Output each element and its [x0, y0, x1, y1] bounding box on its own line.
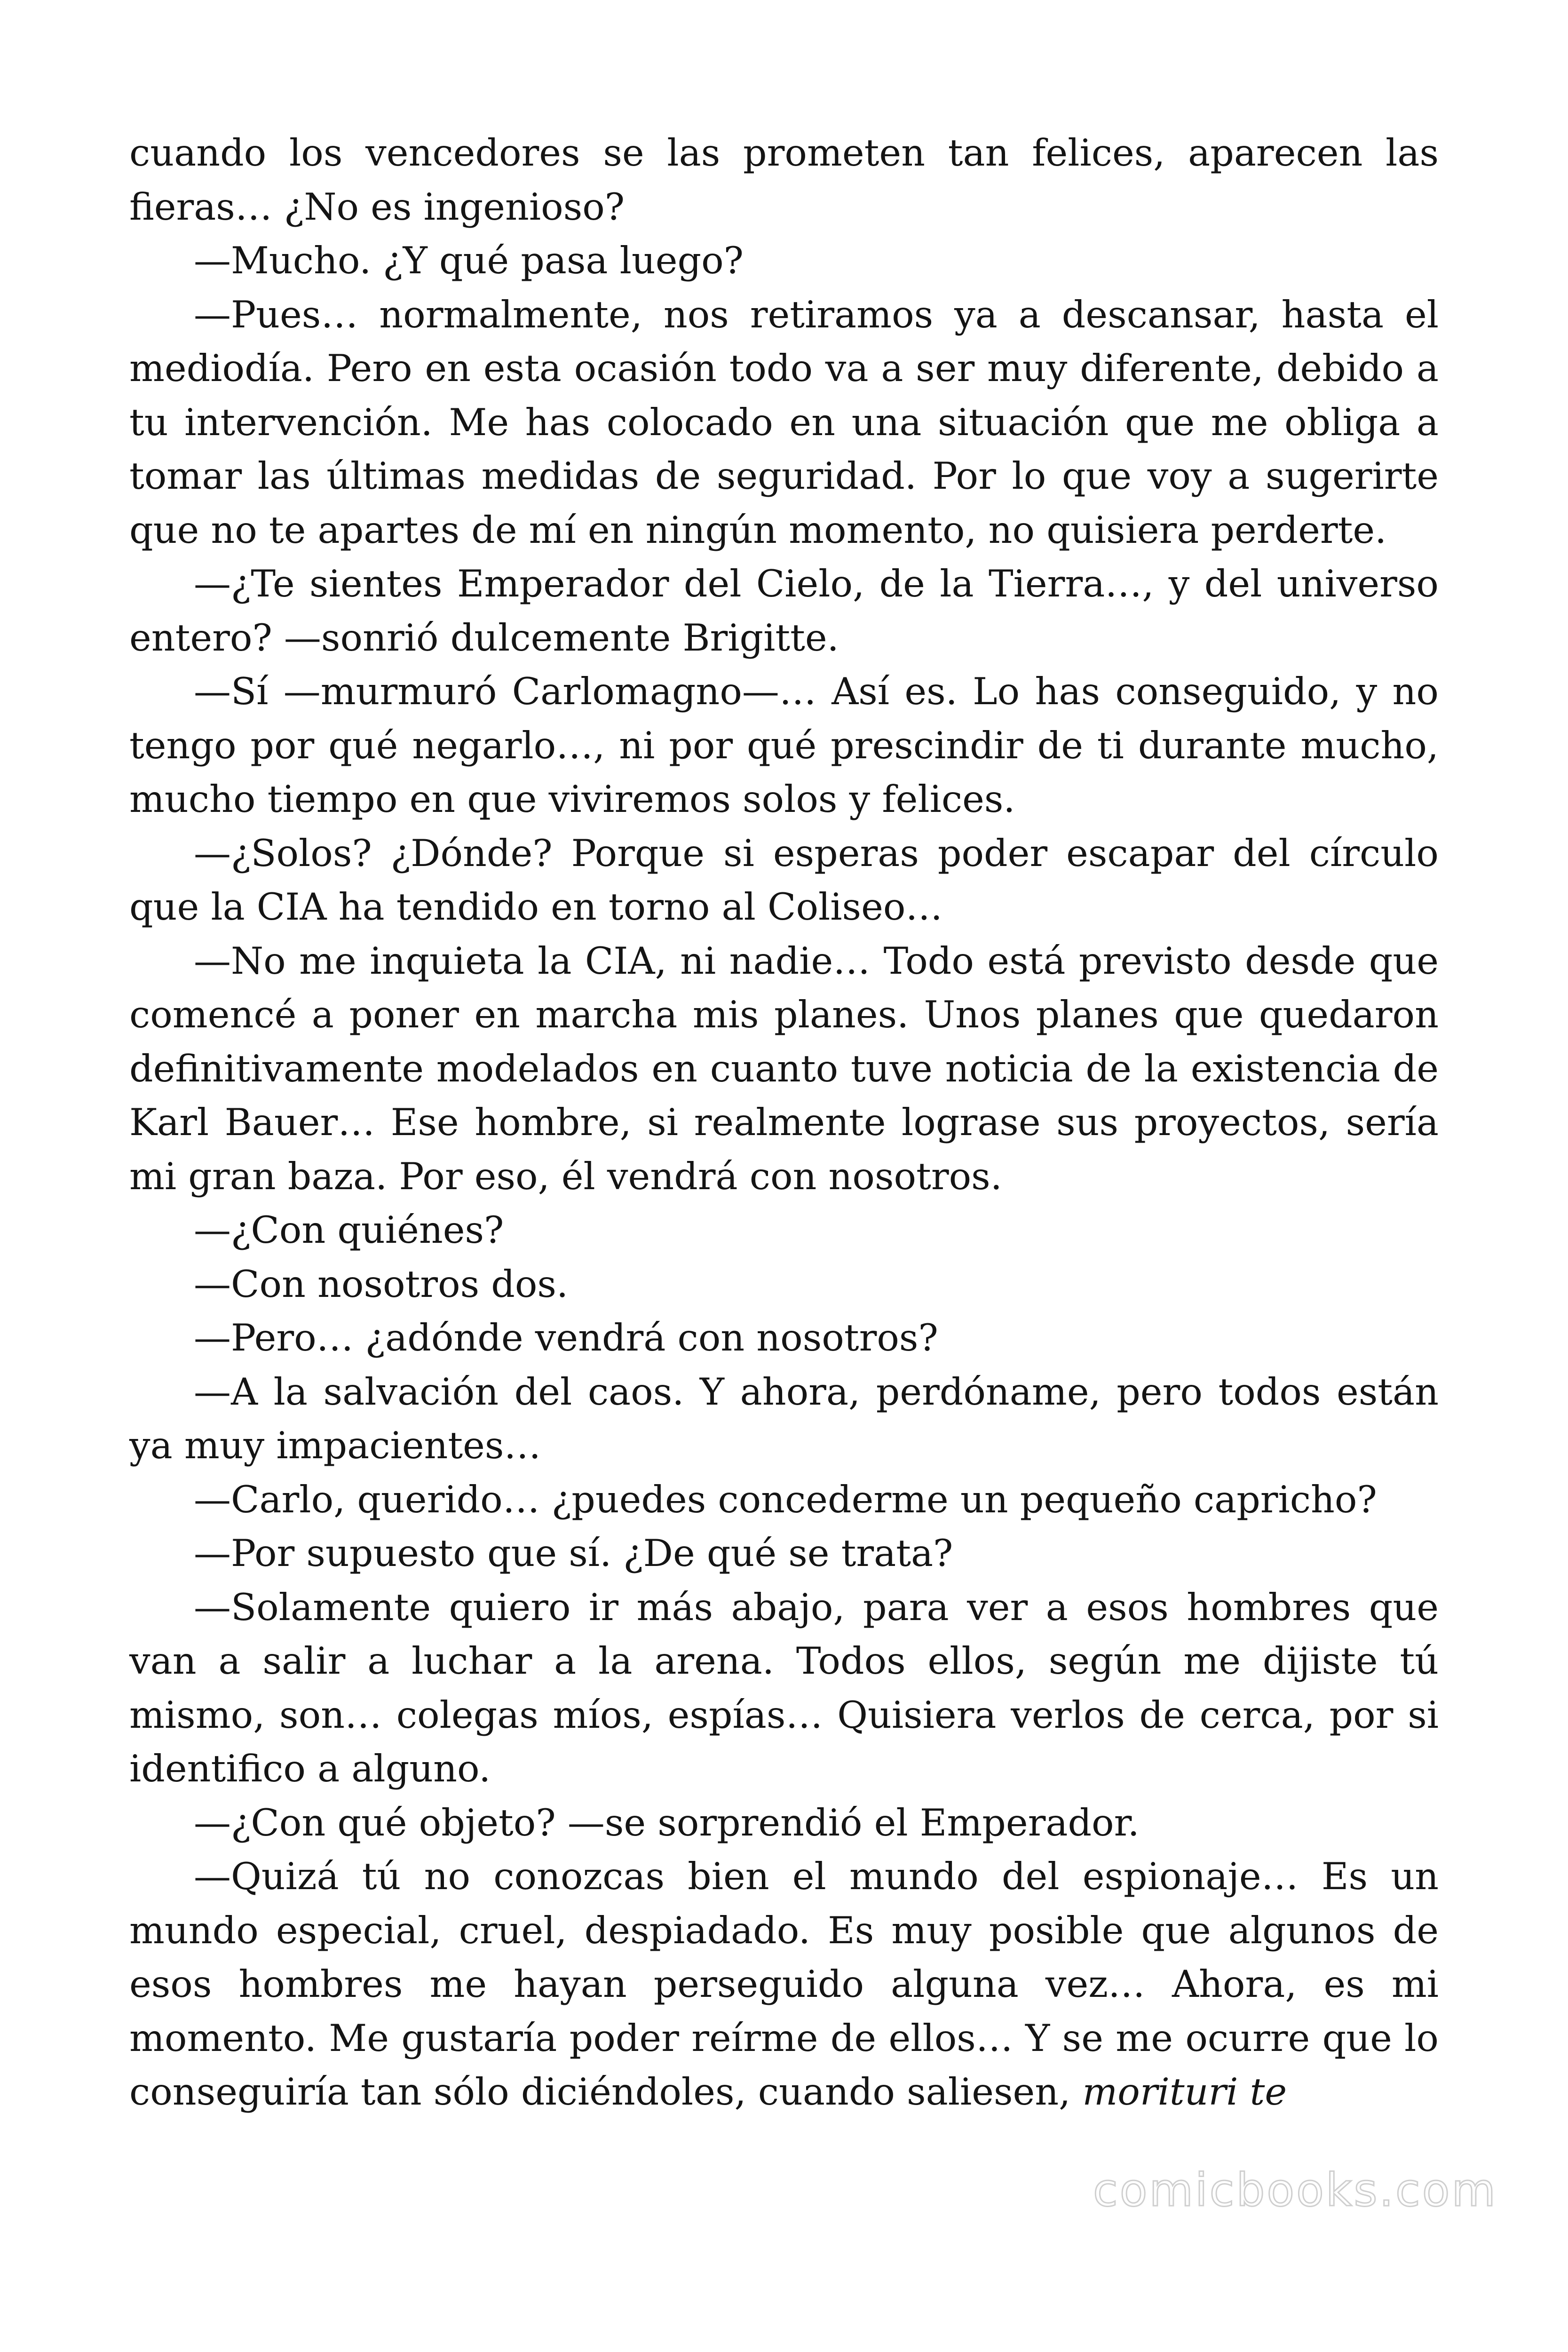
paragraph-1: cuando los vencedores se las prometen tan felices, aparecen las fieras… ¿No es ingenioso? — [129, 131, 1439, 229]
watermark: comicbooks.com — [1093, 2164, 1497, 2217]
paragraph-16-text: —Quizá tú no conozcas bien el mundo del espionaje… Es un mundo especial, cruel, despiadado. Es muy posible que algunos de esos hombres me hayan perseguido alguna vez… Ahora, es mi momento. Me gustaría poder reírme de ellos… Y se me ocurre que lo conseguiría tan sólo diciéndoles, cuando saliesen, — [129, 1855, 1439, 2114]
paragraph-15: —¿Con qué objeto? —se sorprendió el Emperador. — [194, 1801, 1140, 1844]
paragraph-6: —¿Solos? ¿Dónde? Porque si esperas poder escapar del círculo que la CIA ha tendido en torno al Coliseo… — [129, 831, 1439, 929]
paragraph-9: —Con nosotros dos. — [194, 1262, 569, 1306]
paragraph-10: —Pero… ¿adónde vendrá con nosotros? — [194, 1316, 938, 1359]
paragraph-4: —¿Te sientes Emperador del Cielo, de la Tierra…, y del universo entero? —sonrió dulcemente Brigitte. — [129, 562, 1439, 660]
paragraph-12: —Carlo, querido… ¿puedes concederme un pequeño capricho? — [194, 1478, 1377, 1521]
paragraph-2: —Mucho. ¿Y qué pasa luego? — [194, 239, 744, 282]
paragraph-8: —¿Con quiénes? — [194, 1208, 504, 1252]
paragraph-14: —Solamente quiero ir más abajo, para ver a esos hombres que van a salir a luchar a la arena. Todos ellos, según me dijiste tú mismo, son… colegas míos, espías… Quisiera verlos de cerca, por si identifico a alguno. — [129, 1585, 1439, 1790]
page-body — [129, 126, 1439, 2119]
paragraph-5: —Sí —murmuró Carlomagno—… Así es. Lo has conseguido, y no tengo por qué negarlo…, ni por qué prescindir de ti durante mucho, mucho tiempo en que viviremos solos y felices. — [129, 670, 1439, 821]
paragraph-16 — [129, 1850, 1439, 2119]
paragraph-3: —Pues… normalmente, nos retiramos ya a descansar, hasta el mediodía. Pero en esta ocasión todo va a ser muy diferente, debido a tu intervención. Me has colocado en una situación que me obliga a tomar las últimas medidas de seguridad. Por lo que voy a sugerirte que no te apartes de mí en ningún momento, no quisiera perderte. — [129, 293, 1439, 552]
paragraph-11: —A la salvación del caos. Y ahora, perdóname, pero todos están ya muy impacientes… — [129, 1370, 1439, 1467]
paragraph-16-italic: morituri te — [1082, 2070, 1287, 2114]
paragraph-13: —Por supuesto que sí. ¿De qué se trata? — [194, 1532, 953, 1575]
paragraph-7: —No me inquieta la CIA, ni nadie… Todo está previsto desde que comencé a poner en marcha mis planes. Unos planes que quedaron definitivamente modelados en cuanto tuve noticia de la existencia de Karl Bauer… Ese hombre, si realmente lograse sus proyectos, sería mi gran baza. Por eso, él vendrá con nosotros. — [129, 939, 1439, 1198]
